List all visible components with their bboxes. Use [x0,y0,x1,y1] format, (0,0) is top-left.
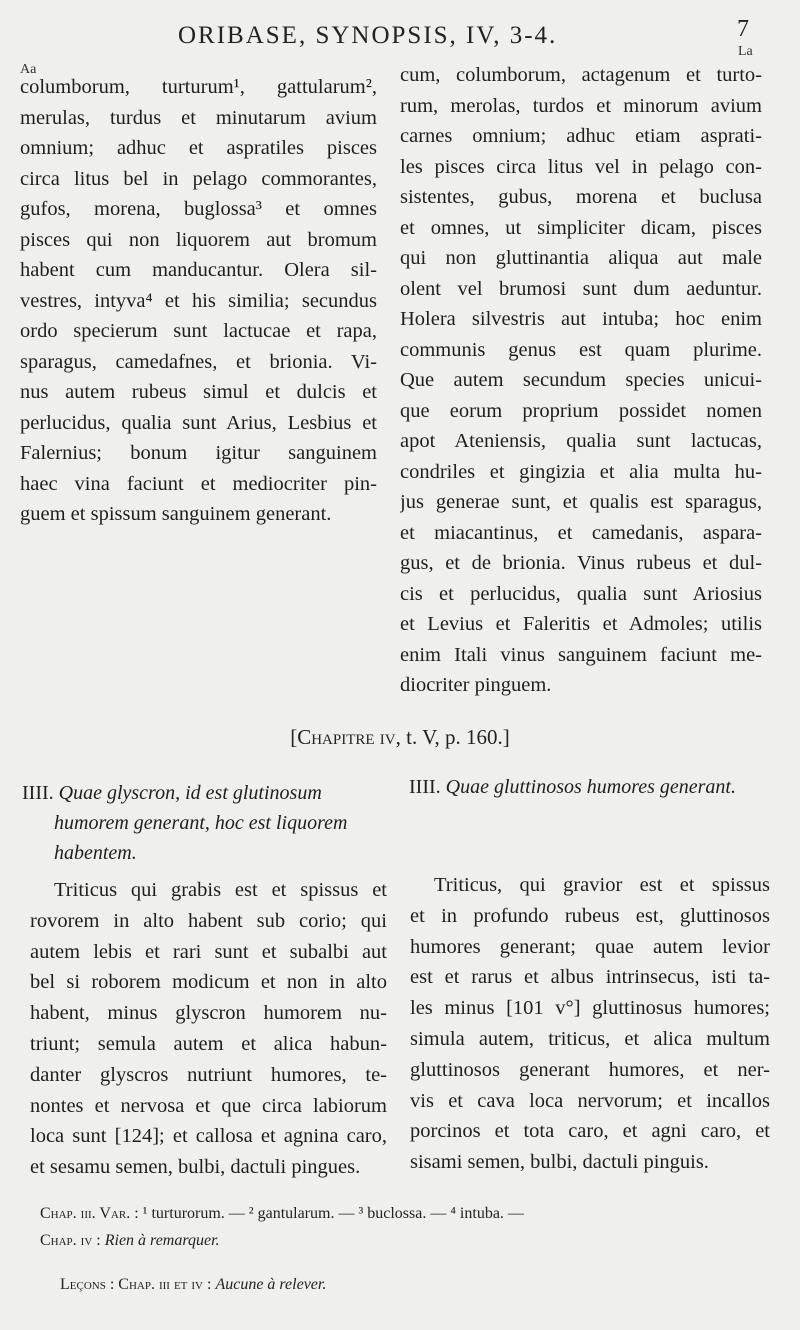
top-left-column [20,72,377,530]
text-line: ordo specierum sunt lactucae et rapa, [20,320,377,342]
text-line: apot Ateniensis, qualia sunt lactucas, [400,430,762,452]
text-line: danter glyscros nutriunt humores, te- [30,1063,387,1086]
bottom-left-column [30,875,387,1183]
lecons-label: Leçons : Chap. iii et iv : [60,1276,212,1293]
text-line: humores generant; quae autem levior [410,935,770,958]
text-line: est et rarus et albus intrinsecus, isti ta- [410,966,770,989]
rubric-text: Quae glyscron, id est glutinosum [58,782,322,804]
running-title: ORIBASE, SYNOPSIS, IV, 3-4. [178,22,558,49]
text-line: gufos, morena, buglossa³ et omnes [20,198,377,220]
rubric-left [22,778,382,868]
text-line: omnium; adhuc et aspratiles pisces [20,137,377,159]
text-line: sparagus, camedafnes, et brionia. Vi- [20,350,377,373]
rubric-text: habentem. [54,842,137,864]
text-line: Triticus qui grabis est et spissus et [54,879,387,901]
running-header [0,14,800,54]
footnote-text: ¹ turturorum. — ² gantularum. — ³ buclossa. — ⁴ intuba. — [138,1205,524,1222]
text-line: perlucidus, qualia sunt Arius, Lesbius et [20,411,377,434]
rubric-text: humorem generant, hoc est liquorem [54,812,348,834]
chapter-label: Chapitre iv [297,725,396,749]
text-line: rovorem in alto habent sub corio; qui [30,909,387,932]
text-line: carnes omnium; adhuc etiam asprati- [400,125,762,147]
text-line: et Levius et Faleritis et Admoles; utilis [400,613,762,635]
text-line: columborum, turturum¹, gattularum², [20,76,377,98]
page-number: 7 [737,16,749,42]
text-line: circa litus bel in pelago commorantes, [20,167,377,190]
rubric-number: IIII. [22,782,54,804]
text-line: autem lebis et rari sunt et subalbi aut [30,940,387,963]
text-line: et in profundo rubeus est, gluttinosos [410,904,770,927]
text-line: les pisces circa litus vel in pelago con- [400,155,762,178]
text-line: merulas, turdus et minutarum avium [20,106,377,129]
text-line: gluttinosos generant humores, et ner- [410,1058,770,1081]
text-line: Triticus, qui gravior est et spissus [434,874,770,896]
text-line: communis genus est quam plurime. [400,338,762,361]
text-line: nontes et nervosa et que circa labiorum [30,1094,387,1117]
text-line: habent cum manducantur. Olera sil- [20,259,377,281]
rubric-text: Quae gluttinosos humores generant. [445,776,736,798]
text-line: cis et perlucidus, qualia sunt Ariosius [400,582,762,605]
footnote-label: Chap. iv : [40,1232,101,1249]
text-line: les minus [101 v°] gluttinosus humores; [410,997,770,1020]
text-line: nus autem rubeus simul et dulcis et [20,381,377,403]
text-line: et sesamu semen, bulbi, dactuli pingues. [30,1156,361,1179]
text-line: Falernius; bonum igitur sanguinem [20,442,377,464]
text-line: qui non gluttinantia aliqua aut male [400,247,762,269]
text-line: vis et cava loca nervorum; et incallos [410,1089,770,1112]
footnote-label: Chap. iii. Var. : [40,1205,139,1222]
text-line: triunt; semula autem et alica habun- [30,1032,387,1055]
top-right-column [400,60,762,701]
bottom-right-column [410,870,770,1178]
text-line: olent vel brumosi sunt dum aeduntur. [400,277,762,300]
text-line: et omnes, ut simpliciter dicam, pisces [400,216,762,239]
text-line: bel si roborem modicum et non in alto [30,971,387,994]
text-line: Que autem secundum species unicui- [400,369,762,391]
text-line: simula autem, triticus, et alica multum [410,1027,770,1050]
rubric-number: IIII. [409,776,441,798]
text-line: jus generae sunt, et qualis est sparagus, [400,491,762,513]
text-line: rum, merolas, turdos et minorum avium [400,94,762,117]
text-line: haec vina faciunt et mediocriter pin- [20,472,377,495]
text-line: cum, columborum, actagenum et turto- [400,64,762,86]
text-line: sisami semen, bulbi, dactuli pinguis. [410,1151,709,1174]
footnotes [40,1200,780,1254]
text-line: enim Itali vinus sanguinem faciunt me- [400,643,762,666]
text-line: porcinos et tota caro, et agni caro, et [410,1120,770,1143]
lecons-note [60,1276,326,1294]
text-line: et miacantinus, et camedanis, aspara- [400,521,762,544]
text-line: diocriter pinguem. [400,674,552,696]
chapter-close-bracket: ] [502,725,510,749]
chapter-heading [0,725,800,750]
siglum-right: La [738,44,753,59]
footnote-text: Rien à remarquer. [104,1232,220,1249]
text-line: loca sunt [124]; et callosa et agnina caro, [30,1125,387,1148]
text-line: que eorum proprium possidet nomen [400,399,762,422]
text-line: vestres, intyva⁴ et his similia; secundus [20,289,377,312]
rubric-right [409,772,779,802]
text-line: Holera silvestris aut intuba; hoc enim [400,308,762,330]
text-line: pisces qui non liquorem aut bromum [20,228,377,251]
chapter-reference: , t. V, p. 160. [395,725,503,749]
chapter-open-bracket: [ [290,725,298,749]
text-line: condriles et gingizia et alia multa hu- [400,460,762,483]
text-line: sistentes, gubus, morena et buclusa [400,186,762,208]
text-line: habent, minus glyscron humorem nu- [30,1002,387,1025]
text-line: gus, et de brionia. Vinus rubeus et dul- [400,552,762,574]
lecons-text: Aucune à relever. [215,1276,327,1293]
text-line: guem et spissum sanguinem generant. [20,503,332,525]
siglum-left: Aa [20,62,37,77]
